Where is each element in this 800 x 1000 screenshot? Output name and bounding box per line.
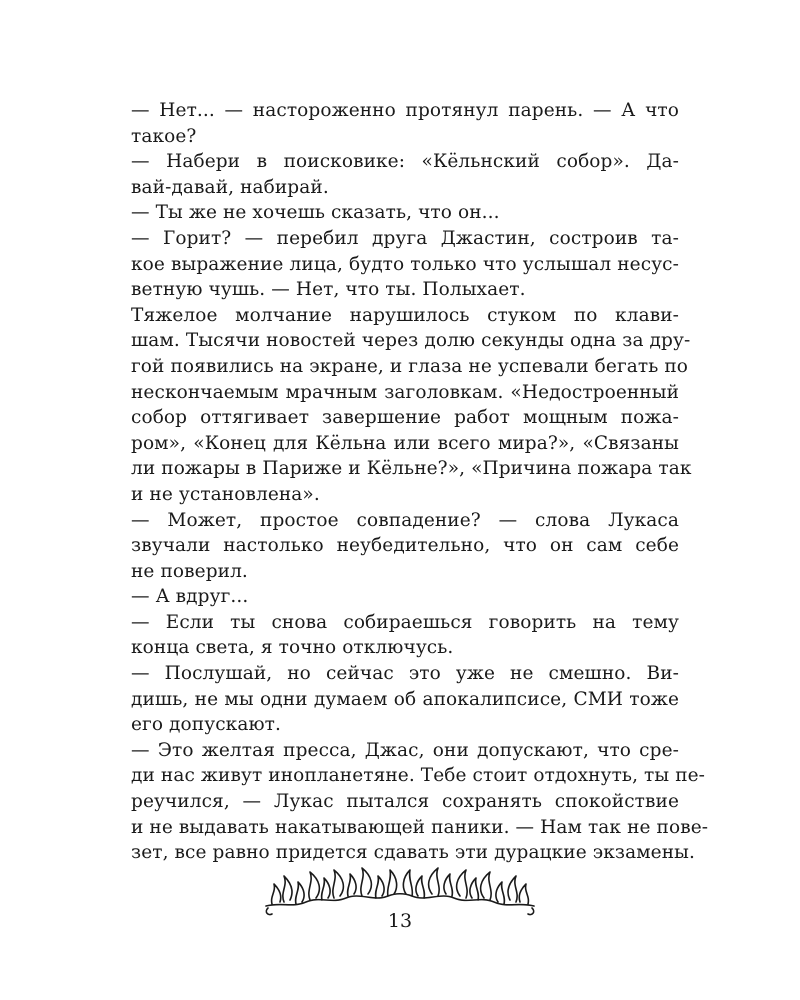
text-line: звучали настолько неубедительно, что он сам себе <box>131 535 679 557</box>
text-line: вай-давай, набирай. <box>131 176 329 198</box>
text-line: нескончаемым мрачным заголовкам. «Недостроенный <box>131 381 679 403</box>
text-line: зет, все равно придется сдавать эти дурацкие экзамены. <box>131 842 695 864</box>
text-line: — Послушай, но сейчас это уже не смешно. Ви- <box>131 663 679 685</box>
text-line: кое выражение лица, будто только что услышал несус- <box>131 253 679 275</box>
text-line: — Горит? — перебил друга Джастин, состроив та- <box>131 227 679 249</box>
text-line: — Ты же не хочешь сказать, что он... <box>131 202 500 224</box>
text-line: — Может, простое совпадение? — слова Лукаса <box>131 509 679 531</box>
text-line: гой появились на экране, и глаза не успевали бегать по <box>131 355 689 377</box>
text-line: шам. Тысячи новостей через долю секунды одна за дру- <box>131 330 691 352</box>
text-line: собор оттягивает завершение работ мощным пожа- <box>131 407 679 429</box>
text-line: конца света, я точно отключусь. <box>131 637 454 659</box>
text-line: его допускают. <box>131 714 281 736</box>
text-line: — Если ты снова собираешься говорить на тему <box>131 611 679 633</box>
text-line: — Это желтая пресса, Джас, они допускают, что сре- <box>131 739 679 761</box>
text-line: и не выдавать накатывающей паники. — Нам так не пове- <box>131 816 709 838</box>
text-line: ди нас живут инопланетяне. Тебе стоит отдохнуть, ты пе- <box>131 765 706 787</box>
text-line: — Набери в поисковике: «Кёльнский собор». Да- <box>131 151 679 173</box>
text-line: — Нет... — настороженно протянул парень. — А что <box>131 100 679 121</box>
body-text <box>131 98 709 866</box>
text-line: Тяжелое молчание нарушилось стуком по клави- <box>131 304 679 326</box>
text-line: ром», «Конец для Кёльна или всего мира?», «Связаны <box>131 432 679 454</box>
text-line: не поверил. <box>131 560 248 582</box>
text-line: ли пожары в Париже и Кёльне?», «Причина пожара так <box>131 458 692 480</box>
text-line: ветную чушь. — Нет, что ты. Полыхает. <box>131 279 526 301</box>
text-line: дишь, не мы одни думаем об апокалипсисе, СМИ тоже <box>131 688 679 710</box>
text-line: и не установлена». <box>131 483 320 505</box>
text-line: такое? <box>131 125 197 147</box>
text-line: реучился, — Лукас пытался сохранять спокойствие <box>131 791 679 813</box>
text-line: — А вдруг... <box>131 586 249 608</box>
page-number: 13 <box>387 910 413 932</box>
